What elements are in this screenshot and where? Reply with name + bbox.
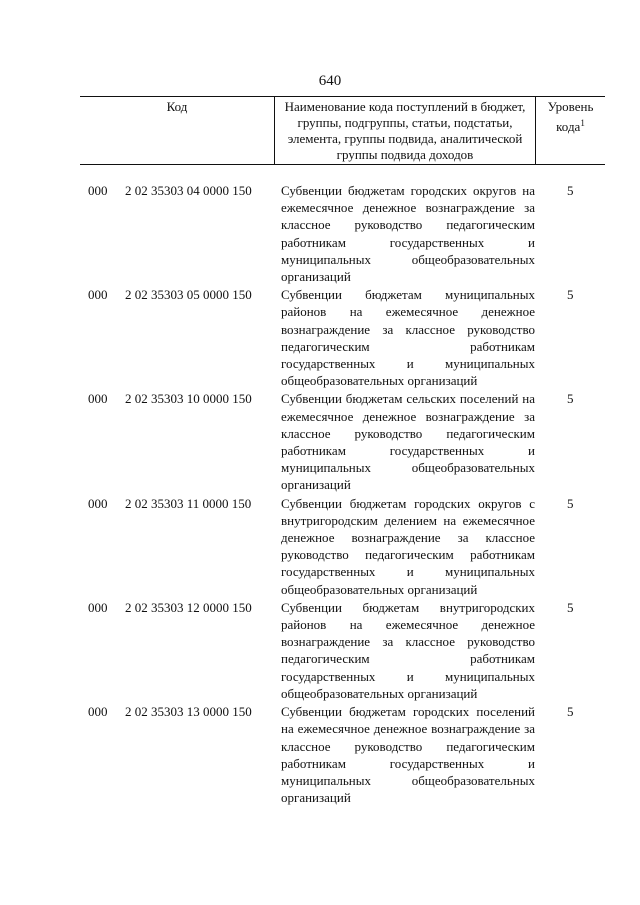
code-level-cell: 5 [567,495,574,511]
column-header-code: Код [166,99,188,114]
admin-code-cell: 000 [88,287,108,303]
admin-code-cell: 000 [88,391,108,407]
table-row [0,495,640,598]
revenue-name-cell: Субвенции бюджетам муниципальных районов на ежемесячное денежное вознаграждение за классное руководство педагогическим работникам государственных и муниципальных общеобразовательных организаций [281,287,535,389]
code-level-cell: 5 [567,287,574,303]
revenue-code-cell: 2 02 35303 11 0000 150 [125,495,252,511]
footnote-marker: 1 [580,118,585,128]
table-row [0,703,640,806]
revenue-name-cell: Субвенции бюджетам городских округов на ежемесячное денежное вознаграждение за классное руководство педагогическим работникам государственных и муниципальных общеобразовательных организаций [281,183,535,285]
table-body [0,182,640,806]
admin-code-cell: 000 [88,704,108,720]
table-row [0,599,640,702]
table-row [0,390,640,493]
table-row [0,182,640,285]
column-header-level-label: Уровень кода [547,99,594,134]
revenue-name-cell: Субвенции бюджетам городских поселений на ежемесячное денежное вознаграждение за классное руководство педагогическим работникам государственных и муниципальных общеобразовательных организаций [281,704,535,806]
revenue-code-cell: 2 02 35303 12 0000 150 [125,599,252,615]
revenue-code-cell: 2 02 35303 13 0000 150 [125,704,252,720]
table-header [80,96,605,165]
column-header-name: Наименование кода поступлений в бюджет, группы, подгруппы, статьи, подстатьи, элемента, группы подвида, аналитической группы подвида доходов [274,97,536,164]
revenue-code-cell: 2 02 35303 10 0000 150 [125,391,252,407]
code-level-cell: 5 [567,704,574,720]
admin-code-cell: 000 [88,599,108,615]
admin-code-cell: 000 [88,183,108,198]
revenue-name-cell: Субвенции бюджетам внутригородских районов на ежемесячное денежное вознаграждение за классное руководство педагогическим работникам государственных и муниципальных общеобразовательных организаций [281,599,535,701]
code-level-cell: 5 [567,183,574,198]
code-level-cell: 5 [567,391,574,407]
table-row [0,286,640,389]
column-header-level [536,97,605,164]
page-number: 640 [318,73,342,89]
code-level-cell: 5 [567,599,574,615]
revenue-name-cell: Субвенции бюджетам сельских поселений на ежемесячное денежное вознаграждение за классное руководство педагогическим работникам государственных и муниципальных общеобразовательных организаций [281,391,535,493]
revenue-code-cell: 2 02 35303 05 0000 150 [125,287,252,303]
revenue-code-cell: 2 02 35303 04 0000 150 [125,183,252,198]
revenue-name-cell: Субвенции бюджетам городских округов с внутригородским делением на ежемесячное денежное вознаграждение за классное руководство педагогическим работникам государственных и муниципальных общеобразовательных организаций [281,495,535,597]
admin-code-cell: 000 [88,495,108,511]
